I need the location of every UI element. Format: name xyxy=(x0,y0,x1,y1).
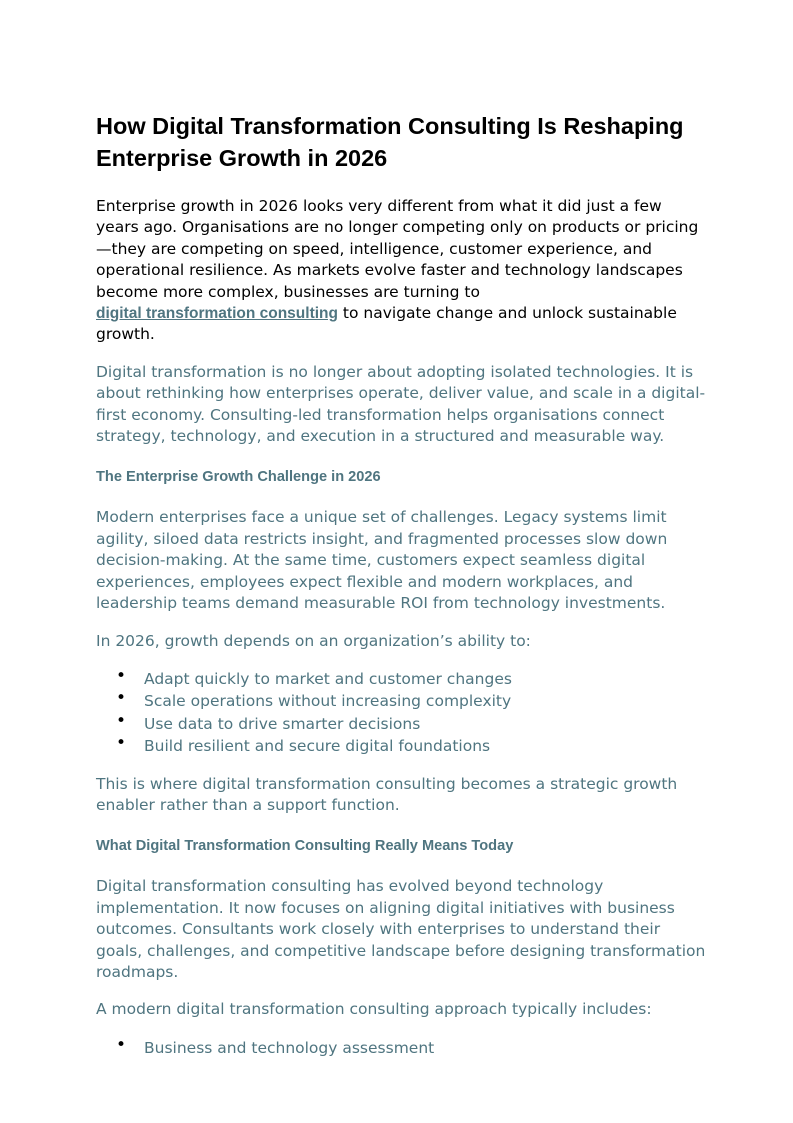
list-item-text: Scale operations without increasing complexity xyxy=(144,692,512,711)
intro-text: Enterprise growth in 2026 looks very different from what it did just a few years ago. Organisations are no longer competing only on products or pricing—they are competing on speed, intelligence, customer experience, and operational resilience. As markets evolve faster and technology landscapes become more complex, businesses are turning to xyxy=(96,197,699,301)
list-item-text: Business and technology assessment xyxy=(144,1038,435,1057)
list-item-text: Adapt quickly to market and customer changes xyxy=(144,669,512,688)
article-body xyxy=(96,110,706,1059)
list-item-text: Build resilient and secure digital foundations xyxy=(144,737,491,756)
list-item xyxy=(96,710,706,735)
list-item xyxy=(96,1034,706,1059)
list-item xyxy=(96,735,706,757)
intro-text-after-link: to navigate change and unlock sustainable growth. xyxy=(96,304,677,344)
list-item xyxy=(96,665,706,690)
section-heading-what-it-means: What Digital Transformation Consulting Really Means Today xyxy=(96,838,514,855)
intro-paragraph xyxy=(96,196,706,346)
bullet-icon: • xyxy=(116,733,127,754)
article-title: How Digital Transformation Consulting Is Reshaping Enterprise Growth in 2026 xyxy=(96,113,684,171)
section-1-paragraph-2: In 2026, growth depends on an organization’s ability to: xyxy=(96,631,531,650)
section-1-paragraph-3: This is where digital transformation consulting becomes a strategic growth enabler rather than a support function. xyxy=(96,774,678,814)
bullet-icon: • xyxy=(116,710,127,731)
list-item xyxy=(96,690,706,712)
section-1-paragraph-1: Modern enterprises face a unique set of challenges. Legacy systems limit agility, siloed data restricts insight, and fragmented processes slow down decision-making. At the same time, customers expect seamless digital experiences, employees expect flexible and modern workplaces, and leadership teams demand measurable ROI from technology investments. xyxy=(96,508,668,613)
consulting-approach-list xyxy=(96,1034,706,1059)
bullet-icon: • xyxy=(116,665,127,686)
paragraph-2: Digital transformation is no longer about adopting isolated technologies. It is about rethinking how enterprises operate, deliver value, and scale in a digital-first economy. Consulting-led transformation helps organisations connect strategy, technology, and execution in a structured and measurable way. xyxy=(96,362,706,446)
bullet-icon: • xyxy=(116,1034,127,1055)
digital-transformation-consulting-link[interactable]: digital transformation consulting xyxy=(96,305,338,323)
section-2-paragraph-1: Digital transformation consulting has evolved beyond technology implementation. It now focuses on aligning digital initiatives with business outcomes. Consultants work closely with enterprises to understand their goals, challenges, and competitive landscape before designing transformation roadmaps. xyxy=(96,877,706,981)
list-item-text: Use data to drive smarter decisions xyxy=(144,714,421,733)
section-heading-growth-challenge: The Enterprise Growth Challenge in 2026 xyxy=(96,469,381,486)
bullet-icon: • xyxy=(116,688,127,709)
growth-abilities-list xyxy=(96,665,706,758)
section-2-paragraph-2: A modern digital transformation consulting approach typically includes: xyxy=(96,1000,652,1019)
